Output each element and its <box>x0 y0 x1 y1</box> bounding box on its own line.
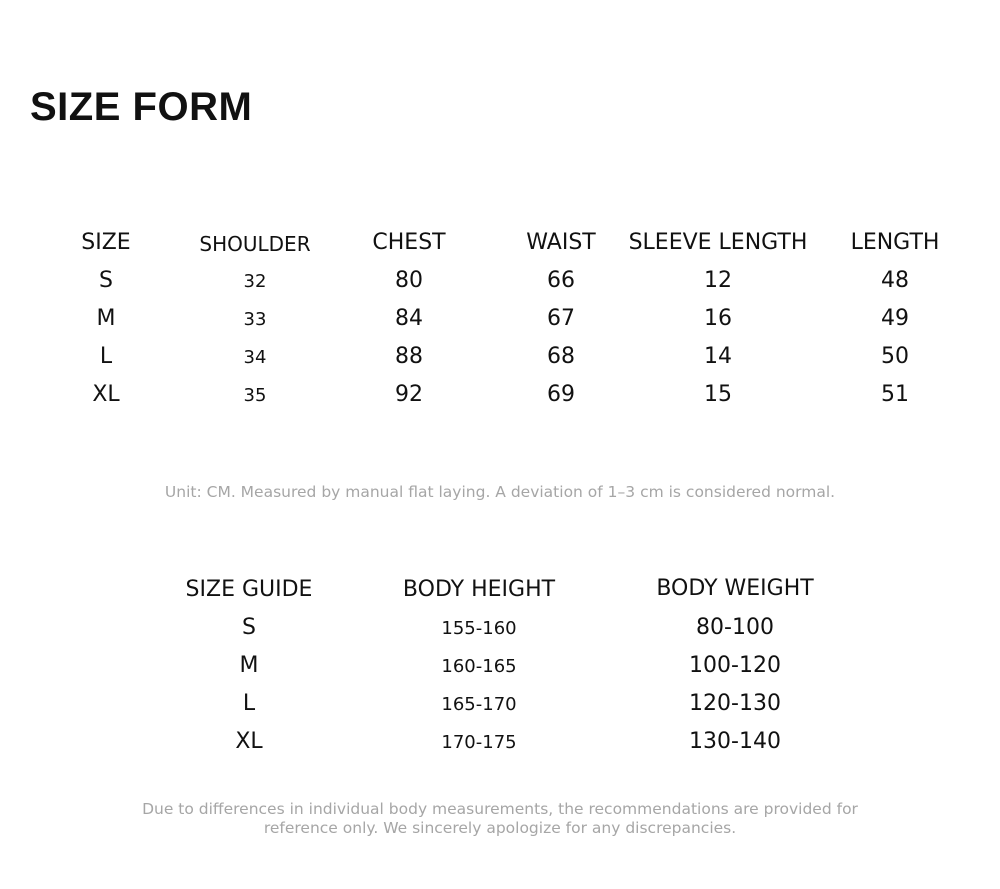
table-cell: XL <box>92 382 120 407</box>
table-cell: 34 <box>243 347 267 368</box>
unit-note: Unit: CM. Measured by manual flat laying. A deviation of 1–3 cm is considered normal. <box>164 483 836 501</box>
table-cell: 100-120 <box>689 653 781 678</box>
header-waist: WAIST <box>526 230 596 255</box>
page-title: SIZE FORM <box>30 85 253 129</box>
header-sleeve-length: SLEEVE LENGTH <box>628 230 808 255</box>
table-cell: 160-165 <box>441 656 517 677</box>
table-cell: 66 <box>547 268 575 293</box>
table-cell: S <box>242 615 256 640</box>
header-shoulder: SHOULDER <box>199 232 311 256</box>
table-cell: XL <box>235 729 263 754</box>
header-chest: CHEST <box>372 230 446 255</box>
table-cell: 35 <box>243 385 267 406</box>
header-body-height: BODY HEIGHT <box>402 577 556 602</box>
table-cell: 120-130 <box>689 691 781 716</box>
table-cell: M <box>96 306 116 331</box>
header-length: LENGTH <box>850 230 940 255</box>
table-cell: 12 <box>704 268 732 293</box>
table-cell: 33 <box>243 309 267 330</box>
table-cell: 68 <box>547 344 575 369</box>
table-cell: 67 <box>547 306 575 331</box>
table-cell: 170-175 <box>441 732 517 753</box>
table-cell: 16 <box>704 306 732 331</box>
table-cell: 88 <box>395 344 423 369</box>
table-cell: 80 <box>395 268 423 293</box>
table-cell: 15 <box>704 382 732 407</box>
table-cell: 14 <box>704 344 732 369</box>
table-cell: 92 <box>395 382 423 407</box>
table-cell: 32 <box>243 271 267 292</box>
disclaimer-line-2: reference only. We sincerely apologize for any discrepancies. <box>263 819 737 837</box>
table-cell: 84 <box>395 306 423 331</box>
table-cell: 69 <box>547 382 575 407</box>
table-cell: M <box>239 653 259 678</box>
table-cell: L <box>99 344 113 369</box>
table-cell: 130-140 <box>689 729 781 754</box>
table-cell: 49 <box>881 306 909 331</box>
table-cell: 48 <box>881 268 909 293</box>
table-cell: 155-160 <box>441 618 517 639</box>
table-cell: 165-170 <box>441 694 517 715</box>
header-size-guide: SIZE GUIDE <box>185 577 313 602</box>
disclaimer-line-1: Due to differences in individual body measurements, the recommendations are provided for <box>142 800 858 818</box>
table-cell: S <box>99 268 113 293</box>
table-cell: 80-100 <box>696 615 774 640</box>
table-cell: L <box>242 691 256 716</box>
table-cell: 51 <box>881 382 909 407</box>
header-size: SIZE <box>81 230 131 255</box>
table-cell: 50 <box>881 344 909 369</box>
header-body-weight: BODY WEIGHT <box>656 576 814 601</box>
